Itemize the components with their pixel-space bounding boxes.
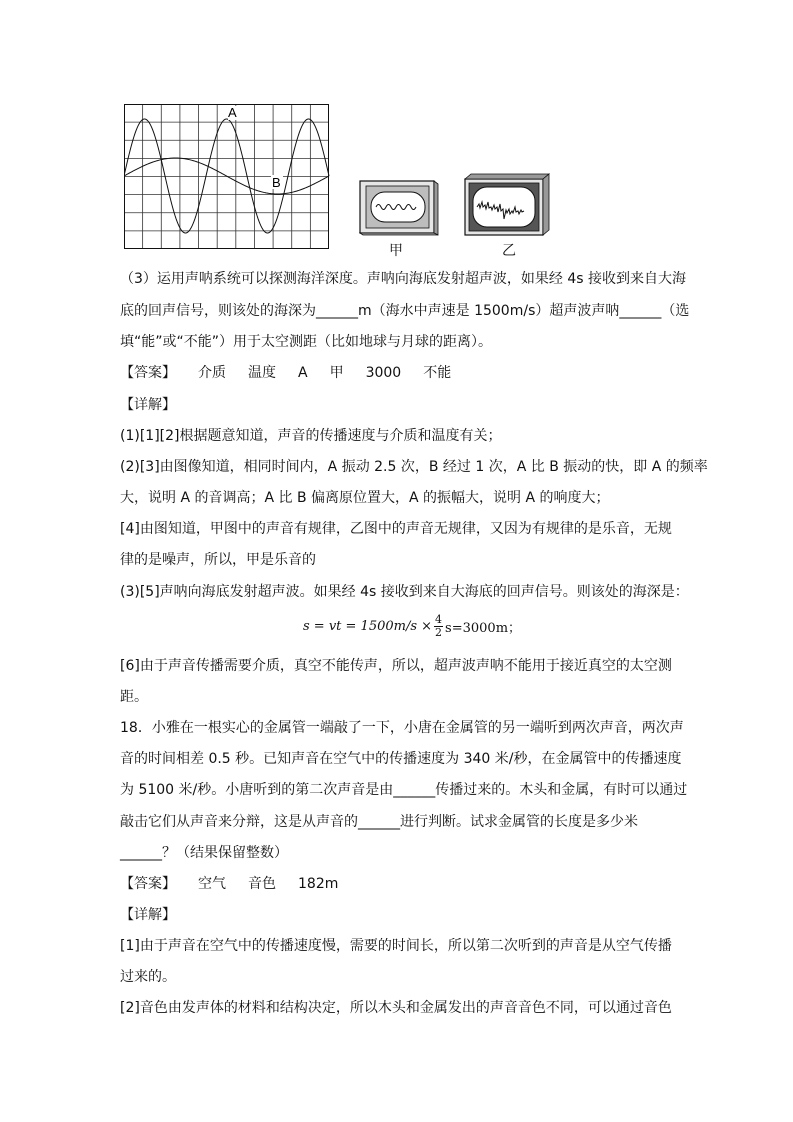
detail17-p4: (3)[5]声呐向海底发射超声波。如果经 4s 接收到来自大海底的回声信号。则该处的海深是： bbox=[120, 584, 689, 600]
depth-formula bbox=[303, 614, 521, 639]
detail17-heading: 【详解】 bbox=[120, 397, 176, 413]
fraction-numerator: 4 bbox=[435, 613, 443, 626]
answer-item: 空气 bbox=[198, 876, 226, 892]
answer-item: 甲 bbox=[329, 365, 344, 381]
formula-fraction bbox=[434, 614, 443, 639]
answer17-row bbox=[120, 363, 451, 383]
detail17-p5a: [6]由于声音传播需要介质，真空不能传声，所以，超声波声呐不能用于接近真空的太空测 bbox=[120, 658, 672, 674]
answer18-row bbox=[120, 874, 338, 894]
detail17-p2a: (2)[3]由图像知道，相同时间内，A 振动 2.5 次，B 经过 1 次，A 比 B 振动的快，即 A 的频率 bbox=[120, 459, 708, 475]
detail17-p1: (1)[1][2]根据题意知道，声音的传播速度与介质和温度有关； bbox=[120, 428, 502, 444]
oscilloscope-yi bbox=[464, 173, 550, 237]
oscilloscope-jia bbox=[359, 180, 439, 236]
answer-heading: 【答案】 bbox=[120, 876, 176, 892]
detail18-p2: [2]音色由发声体的材料和结构决定，所以木头和金属发出的声音音色不同，可以通过音色 bbox=[120, 1000, 672, 1016]
wave-b-label: B bbox=[272, 175, 281, 190]
answer-item: 182m bbox=[298, 876, 339, 892]
formula-rhs: s=3000m； bbox=[445, 621, 522, 636]
answer-item: 音色 bbox=[248, 876, 276, 892]
caption-yi: 乙 bbox=[502, 243, 516, 259]
detail17-p5b: 距。 bbox=[120, 689, 148, 705]
answer-item: 介质 bbox=[198, 365, 226, 381]
answer-item: 3000 bbox=[365, 365, 402, 381]
q18-line2: 音的时间相差 0.5 秒。已知声音在空气中的传播速度为 340 米/秒，在金属管中的传播速度 bbox=[120, 751, 682, 767]
answer-item: 温度 bbox=[248, 365, 276, 381]
detail18-heading: 【详解】 bbox=[120, 907, 176, 923]
q18-line3: 为 5100 米/秒。小唐听到的第二次声音是由______传播过来的。木头和金属，有时可以通过 bbox=[120, 782, 688, 798]
detail17-p3a: [4]由图知道，甲图中的声音有规律，乙图中的声音无规律，又因为有规律的是乐音，无规 bbox=[120, 521, 672, 537]
q18-line5: ______？（结果保留整数） bbox=[120, 845, 288, 861]
q17-part3-line3: 填“能”或“不能”）用于太空测距（比如地球与月球的距离）。 bbox=[120, 334, 493, 350]
detail17-p2b: 大，说明 A 的音调高；A 比 B 偏离原位置大，A 的振幅大，说明 A 的响度大； bbox=[120, 490, 610, 506]
q17-part3-line1: （3）运用声呐系统可以探测海洋深度。声呐向海底发射超声波，如果经 4s 接收到来自大海 bbox=[120, 271, 687, 287]
detail17-p3b: 律的是噪声，所以，甲是乐音的 bbox=[120, 552, 316, 568]
answer-item: A bbox=[298, 365, 308, 381]
formula-lhs: s = vt = 1500m/s × bbox=[303, 619, 433, 634]
q18-line4: 敲击它们从声音来分辩，这是从声音的______进行判断。试求金属管的长度是多少米 bbox=[120, 814, 638, 830]
q17-part3-line2: 底的回声信号，则该处的海深为______m（海水中声速是 1500m/s）超声波声呐______（选 bbox=[120, 303, 690, 319]
wave-a-label: A bbox=[228, 105, 237, 120]
wave-b-curve bbox=[124, 158, 329, 194]
waveform-graph bbox=[124, 104, 330, 250]
detail18-p1a: [1]由于声音在空气中的传播速度慢，需要的时间长，所以第二次听到的声音是从空气传播 bbox=[120, 938, 672, 954]
fraction-denominator: 2 bbox=[435, 626, 443, 639]
caption-jia: 甲 bbox=[389, 243, 403, 259]
q18-line1: 18．小雅在一根实心的金属管一端敲了一下，小唐在金属管的另一端听到两次声音，两次声 bbox=[120, 720, 684, 736]
answer-heading: 【答案】 bbox=[120, 365, 176, 381]
answer-item: 不能 bbox=[423, 365, 452, 381]
detail18-p1b: 过来的。 bbox=[120, 969, 176, 985]
